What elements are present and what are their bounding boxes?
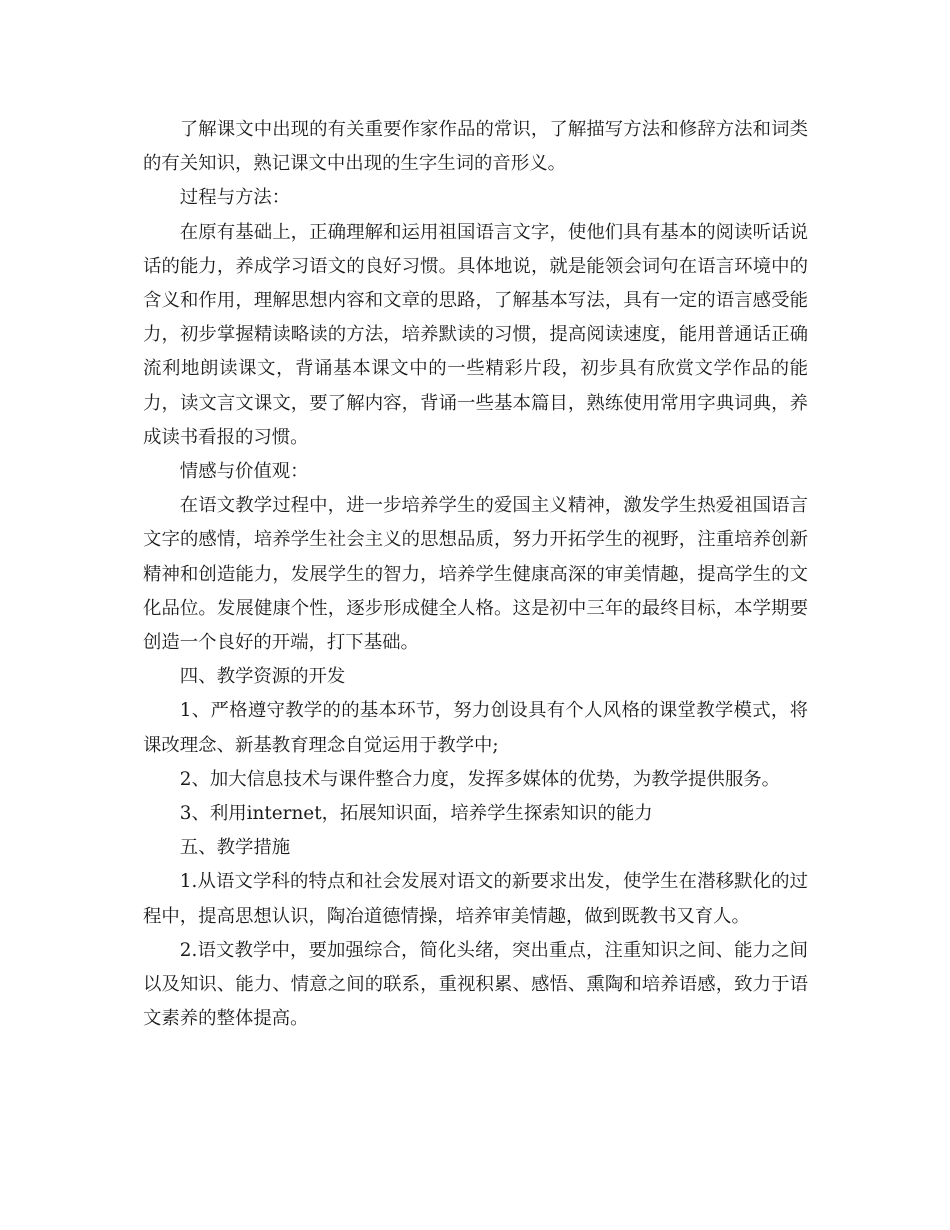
heading-process-and-method: 过程与方法： xyxy=(179,187,291,209)
document-body xyxy=(143,113,808,1036)
list-item-resource-3: 3、利用internet，拓展知识面，培养学生探索知识的能力 xyxy=(179,803,653,825)
list-item-resource-1: 1、严格遵守教学的的基本环节，努力创设具有个人风格的课堂教学模式，将课改理念、新基教育理念自觉运用于教学中; xyxy=(143,700,808,756)
heading-teaching-resources: 四、教学资源的开发 xyxy=(179,666,346,688)
list-item-resource-2: 2、加大信息技术与课件整合力度，发挥多媒体的优势，为教学提供服务。 xyxy=(179,768,780,790)
heading-teaching-measures: 五、教学措施 xyxy=(179,837,291,859)
paragraph-emotion-and-values: 在语文教学过程中，进一步培养学生的爱国主义精神，激发学生热爱祖国语言文字的感情，培养学生社会主义的思想品质，努力开拓学生的视野，注重培养创新精神和创造能力，发展学生的智力，培养学生健康高深的审美情趣，提高学生的文化品位。发展健康个性，逐步形成健全人格。这是初中三年的最终目标，本学期要创造一个良好的开端，打下基础。 xyxy=(143,495,808,654)
paragraph-process-and-method: 在原有基础上，正确理解和运用祖国语言文字，使他们具有基本的阅读听话说话的能力，养成学习语文的良好习惯。具体地说，就是能领会词句在语言环境中的含义和作用，理解思想内容和文章的思路，了解基本写法，具有一定的语言感受能力，初步掌握精读略读的方法，培养默读的习惯，提高阅读速度，能用普通话正确流利地朗读课文，背诵基本课文中的一些精彩片段，初步具有欣赏文学作品的能力，读文言文课文，要了解内容，背诵一些基本篇目，熟练使用常用字典词典，养成读书看报的习惯。 xyxy=(143,221,808,448)
list-item-measure-1: 1.从语文学科的特点和社会发展对语文的新要求出发，使学生在潜移默化的过程中，提高思想认识，陶冶道德情操，培养审美情趣，做到既教书又育人。 xyxy=(143,871,808,927)
list-item-measure-2: 2.语文教学中，要加强综合，简化头绪，突出重点，注重知识之间、能力之间以及知识、能力、情意之间的联系，重视积累、感悟、熏陶和培养语感，致力于语文素养的整体提高。 xyxy=(143,939,808,1030)
paragraph-knowledge-goals: 了解课文中出现的有关重要作家作品的常识，了解描写方法和修辞方法和词类的有关知识，熟记课文中出现的生字生词的音形义。 xyxy=(143,119,808,175)
heading-emotion-and-values: 情感与价值观： xyxy=(179,461,309,483)
